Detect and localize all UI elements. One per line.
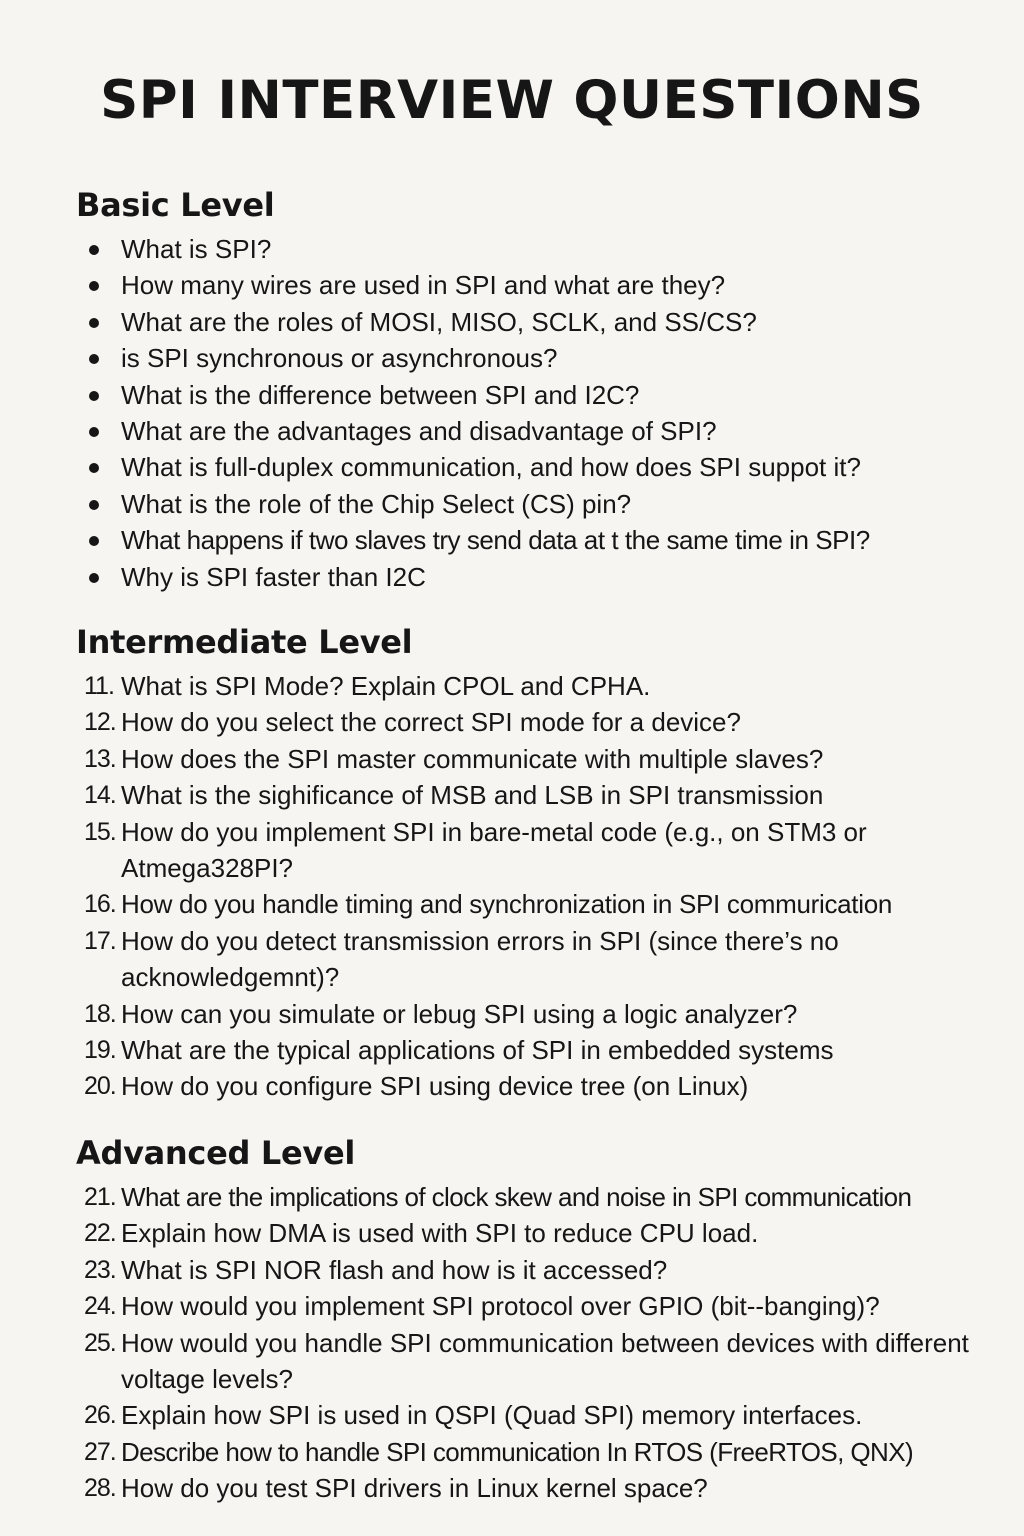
question-text: How do you handle timing and synchronization in SPI commurication (121, 889, 893, 920)
list-item (76, 559, 1006, 595)
list-item (76, 1397, 1006, 1433)
list-item (76, 449, 1006, 485)
question-text: How would you handle SPI communication between devices with different voltage levels? (121, 1327, 969, 1395)
question-text: How many wires are used in SPI and what are they? (121, 270, 726, 301)
list-item (76, 486, 1006, 522)
question-text: How does the SPI master communicate with multiple slaves? (121, 743, 824, 774)
question-text: How do you test SPI drivers in Linux kernel space? (121, 1473, 708, 1504)
question-text: What are the roles of MOSI, MISO, SCLK, and SS/CS? (121, 306, 757, 337)
section-heading-intermediate: Intermediate Level (76, 623, 413, 661)
bullet-icon (89, 281, 99, 291)
question-text: is SPI synchronous or asynchronous? (121, 343, 558, 374)
question-text: How can you simulate or lebug SPI using a logic analyzer? (121, 998, 798, 1029)
question-text: What are the typical applications of SPI in embedded systems (121, 1035, 834, 1066)
question-text: What is SPI NOR flash and how is it accessed? (121, 1254, 668, 1285)
basic-level-section (76, 183, 1006, 595)
question-text: Explain how SPI is used in QSPI (Quad SPI) memory interfaces. (121, 1400, 863, 1431)
question-number: 14. (84, 781, 116, 810)
list-item (76, 923, 1006, 996)
list-item (76, 522, 1006, 558)
list-item (76, 304, 1006, 340)
section-heading-basic: Basic Level (76, 186, 275, 224)
question-text: What happens if two slaves try send data at t the same time in SPI? (121, 525, 870, 556)
list-item (76, 231, 1006, 267)
question-number: 21. (84, 1183, 116, 1211)
question-number: 17. (84, 926, 116, 955)
list-item (76, 886, 1006, 922)
question-text: What is SPI Mode? Explain CPOL and CPHA. (121, 671, 651, 701)
list-item (76, 377, 1006, 413)
list-item (76, 340, 1006, 376)
bullet-icon (89, 354, 99, 364)
question-text: What is SPI? (121, 234, 272, 264)
question-text: What are the advantages and disadvantage of SPI? (121, 416, 717, 447)
advanced-level-section (76, 1131, 1006, 1507)
list-item (76, 668, 1006, 704)
bullet-icon (89, 427, 99, 437)
question-text: How do you configure SPI using device tree (on Linux) (121, 1071, 749, 1102)
question-text: What are the implications of clock skew and noise in SPI communication (121, 1182, 912, 1212)
question-number: 18. (84, 999, 116, 1028)
list-item (76, 1068, 1006, 1104)
question-text: What is the sighificance of MSB and LSB in SPI transmission (121, 780, 824, 811)
bullet-icon (89, 536, 99, 546)
list-item (76, 1179, 1006, 1215)
question-text: How do you implement SPI in bare-metal code (e.g., on STM3 or Atmega328PI? (121, 816, 867, 884)
question-number: 28. (84, 1474, 116, 1503)
list-item (76, 1288, 1006, 1324)
list-item (76, 1434, 1006, 1470)
question-number: 23. (84, 1255, 116, 1284)
question-number: 25. (84, 1328, 116, 1357)
bullet-icon (89, 463, 99, 473)
list-item (76, 267, 1006, 303)
question-text: Explain how DMA is used with SPI to reduce CPU load. (121, 1218, 759, 1249)
list-item (76, 814, 1006, 887)
bullet-icon (89, 245, 99, 255)
question-text: How would you implement SPI protocol over GPIO (bit--banging)? (121, 1291, 880, 1322)
question-number: 13. (84, 744, 116, 773)
list-item (76, 1325, 1006, 1398)
question-text: How do you detect transmission errors in SPI (since there’s no acknowledgemnt)? (121, 925, 839, 993)
intermediate-question-list (76, 668, 1006, 1105)
list-item (76, 996, 1006, 1032)
section-heading-advanced: Advanced Level (76, 1134, 356, 1172)
page-title: SPI INTERVIEW QUESTIONS (100, 70, 924, 131)
question-number: 16. (84, 890, 116, 919)
question-number: 15. (84, 817, 116, 846)
list-item (76, 1215, 1006, 1251)
bullet-icon (89, 318, 99, 328)
advanced-question-list (76, 1179, 1006, 1507)
list-item (76, 1032, 1006, 1068)
question-number: 20. (84, 1072, 116, 1101)
question-text: Describe how to handle SPI communication In RTOS (FreeRTOS, QNX) (121, 1436, 914, 1467)
question-number: 19. (84, 1036, 116, 1065)
list-item (76, 1470, 1006, 1506)
list-item (76, 704, 1006, 740)
question-text: Why is SPI faster than I2C (121, 561, 426, 592)
bullet-icon (89, 500, 99, 510)
question-number: 24. (84, 1292, 116, 1321)
intermediate-level-section (76, 620, 1006, 1105)
list-item (76, 413, 1006, 449)
question-text: What is the difference between SPI and I2C? (121, 379, 640, 410)
bullet-icon (89, 573, 99, 583)
list-item (76, 741, 1006, 777)
question-number: 11. (84, 672, 114, 700)
bullet-icon (89, 391, 99, 401)
question-number: 26. (84, 1401, 116, 1430)
list-item (76, 777, 1006, 813)
question-text: How do you select the correct SPI mode for a device? (121, 707, 741, 738)
question-text: What is full-duplex communication, and how does SPI suppot it? (121, 452, 861, 483)
question-number: 22. (84, 1219, 116, 1248)
basic-question-list (76, 231, 1006, 595)
question-text: What is the role of the Chip Select (CS) pin? (121, 488, 632, 519)
question-number: 12. (84, 708, 116, 737)
list-item (76, 1252, 1006, 1288)
question-number: 27. (84, 1437, 116, 1466)
